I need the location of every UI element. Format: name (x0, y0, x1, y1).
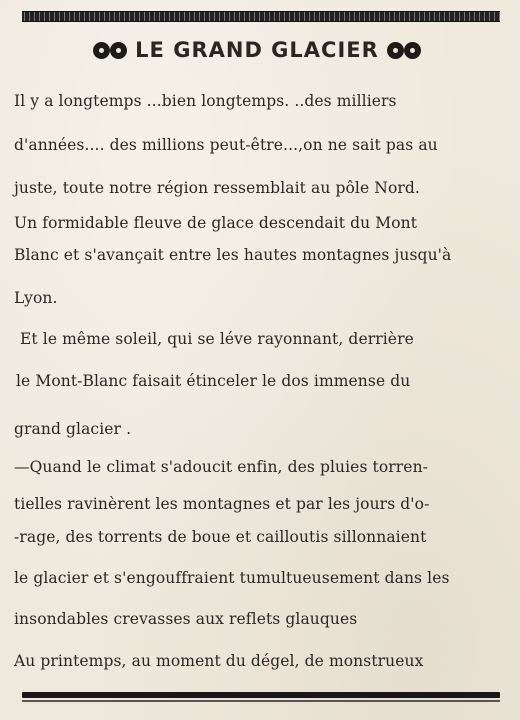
text-line: Un formidable fleuve de glace descendait du Mont (14, 214, 418, 232)
text-line: Blanc et s'avançait entre les hautes montagnes jusqu'à (14, 246, 452, 264)
rosette-ornament-icon (405, 43, 420, 58)
bottom-decorative-rule (22, 692, 500, 698)
text-line: Lyon. (14, 289, 58, 307)
text-line: d'années.... des millions peut-être...,on ne sait pas au (14, 136, 438, 154)
rosette-ornament-icon (94, 43, 109, 58)
text-line: Au printemps, au moment du dégel, de monstrueux (14, 652, 424, 670)
title-row (62, 32, 452, 68)
article-title: LE GRAND GLACIER (135, 38, 379, 62)
text-line: juste, toute notre région ressemblait au pôle Nord. (14, 179, 420, 197)
text-line: tielles ravinèrent les montagnes et par les jours d'o- (14, 495, 430, 513)
top-decorative-rule (22, 11, 500, 22)
text-line: Et le même soleil, qui se léve rayonnant, derrière (20, 330, 414, 348)
text-line: —Quand le climat s'adoucit enfin, des pluies torren- (14, 458, 429, 476)
text-line: le glacier et s'engouffraient tumultueusement dans les (14, 569, 450, 587)
bottom-thin-rule (22, 700, 500, 702)
text-line: Il y a longtemps ...bien longtemps. ..des milliers (14, 92, 397, 110)
text-line: le Mont-Blanc faisait étinceler le dos immense du (16, 372, 411, 390)
rosette-ornament-icon (388, 43, 403, 58)
text-line: -rage, des torrents de boue et cailloutis sillonnaient (14, 528, 427, 546)
text-line: grand glacier . (14, 420, 132, 438)
text-line: insondables crevasses aux reflets glauques (14, 610, 358, 628)
rosette-ornament-icon (111, 43, 126, 58)
